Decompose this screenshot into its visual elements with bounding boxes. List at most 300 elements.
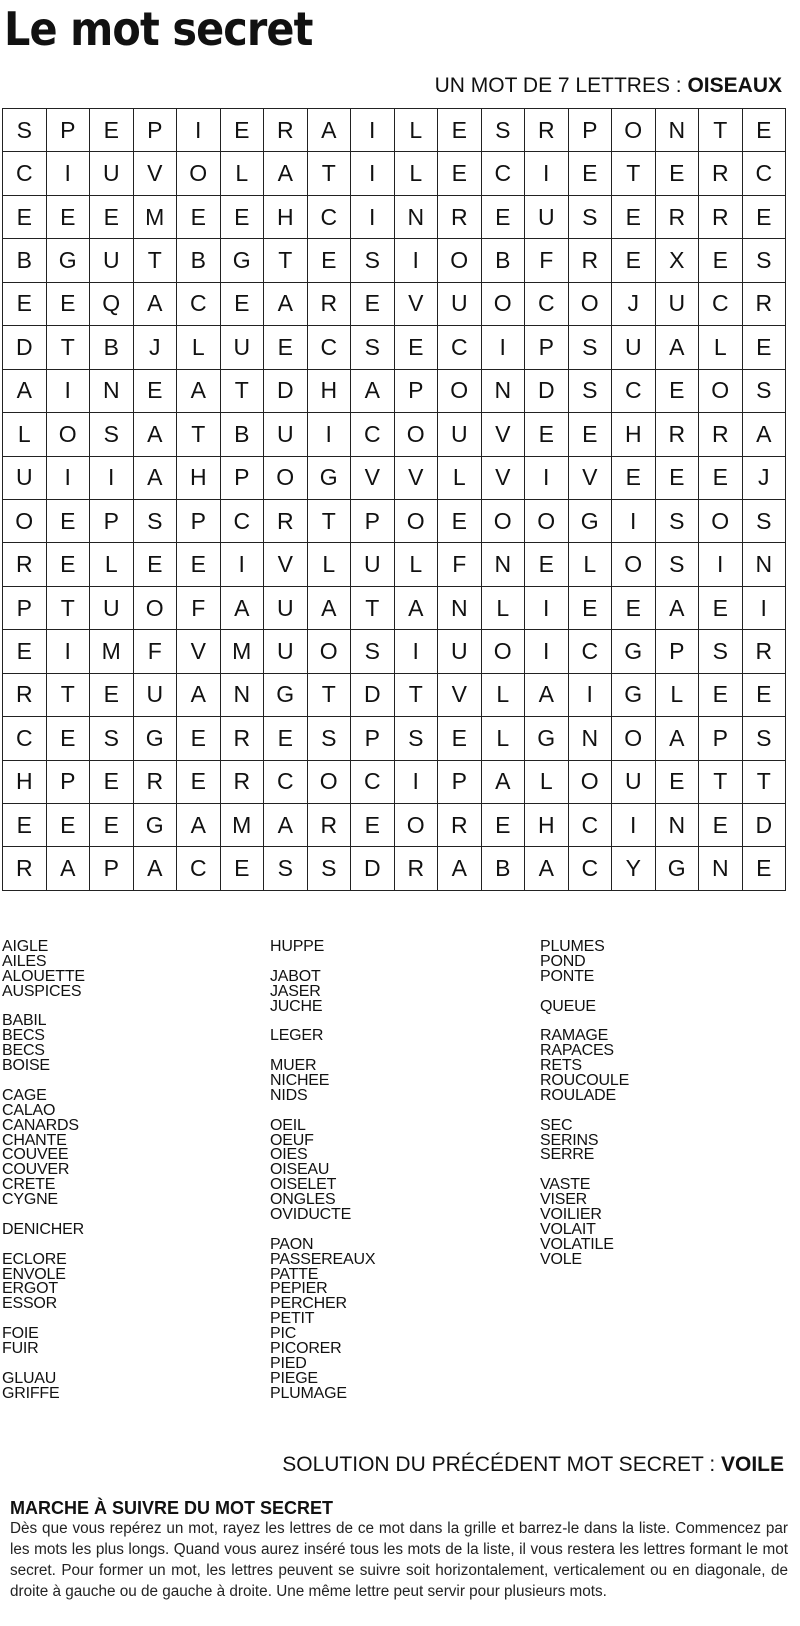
grid-cell: I: [525, 457, 569, 500]
grid-cell: I: [612, 500, 656, 543]
grid-cell: T: [699, 109, 743, 152]
subtitle-theme: OISEAUX: [687, 74, 782, 97]
word-list-item: OISEAU: [270, 1161, 330, 1179]
grid-cell: S: [395, 717, 439, 760]
grid-cell: R: [569, 239, 613, 282]
grid-cell: E: [525, 413, 569, 456]
grid-cell: I: [612, 804, 656, 847]
word-list-item: OVIDUCTE: [270, 1206, 352, 1224]
grid-cell: O: [482, 500, 526, 543]
grid-cell: S: [656, 543, 700, 586]
grid-cell: E: [47, 500, 91, 543]
word-list-item: ENVOLE: [2, 1265, 66, 1283]
grid-cell: H: [525, 804, 569, 847]
grid-cell: A: [264, 804, 308, 847]
grid-cell: R: [699, 196, 743, 239]
grid-cell: I: [699, 543, 743, 586]
grid-cell: T: [308, 152, 352, 195]
grid-cell: H: [177, 457, 221, 500]
grid-cell: E: [699, 457, 743, 500]
grid-cell: O: [395, 804, 439, 847]
grid-cell: T: [47, 674, 91, 717]
word-list-item: JASER: [270, 982, 321, 1000]
grid-cell: C: [438, 326, 482, 369]
grid-cell: V: [482, 457, 526, 500]
grid-cell: T: [47, 326, 91, 369]
word-list-column-2: [270, 940, 375, 1402]
grid-cell: I: [308, 413, 352, 456]
grid-cell: P: [90, 500, 134, 543]
grid-cell: U: [90, 239, 134, 282]
grid-cell: A: [134, 283, 178, 326]
grid-cell: E: [699, 804, 743, 847]
grid-cell: C: [177, 283, 221, 326]
grid-cell: R: [264, 109, 308, 152]
grid-cell: E: [743, 847, 787, 890]
word-list-column-3: [540, 940, 629, 1268]
grid-cell: E: [90, 761, 134, 804]
word-list-item: VOLAIT: [540, 1220, 596, 1238]
grid-cell: I: [221, 543, 265, 586]
grid-cell: G: [656, 847, 700, 890]
word-list-item: PATTE: [270, 1265, 319, 1283]
grid-cell: V: [395, 457, 439, 500]
word-list-item: PICORER: [270, 1340, 342, 1358]
grid-cell: X: [656, 239, 700, 282]
grid-cell: P: [395, 370, 439, 413]
grid-cell: E: [221, 283, 265, 326]
word-list-item: CAGE: [2, 1086, 47, 1104]
grid-cell: P: [351, 500, 395, 543]
grid-cell: E: [3, 283, 47, 326]
word-list-item: COUVER: [2, 1161, 70, 1179]
grid-cell: C: [569, 847, 613, 890]
word-list-item: PEPIER: [270, 1280, 328, 1298]
grid-cell: S: [743, 717, 787, 760]
grid-cell: O: [569, 761, 613, 804]
grid-cell: E: [90, 196, 134, 239]
word-list-item: ECLORE: [2, 1250, 67, 1268]
grid-cell: E: [3, 804, 47, 847]
grid-cell: E: [177, 543, 221, 586]
grid-cell: G: [134, 717, 178, 760]
grid-cell: A: [308, 587, 352, 630]
word-list-item: CALAO: [2, 1101, 56, 1119]
grid-cell: C: [743, 152, 787, 195]
grid-cell: L: [438, 457, 482, 500]
grid-cell: S: [569, 370, 613, 413]
grid-cell: R: [264, 500, 308, 543]
grid-cell: A: [47, 847, 91, 890]
grid-cell: A: [438, 847, 482, 890]
letter-grid: [2, 108, 786, 891]
grid-cell: S: [264, 847, 308, 890]
grid-cell: N: [656, 804, 700, 847]
grid-cell: E: [264, 326, 308, 369]
grid-cell: U: [656, 283, 700, 326]
grid-cell: U: [351, 543, 395, 586]
grid-cell: N: [569, 717, 613, 760]
grid-cell: U: [90, 587, 134, 630]
previous-solution: [282, 1451, 784, 1479]
word-list-item: POND: [540, 952, 586, 970]
grid-cell: I: [351, 152, 395, 195]
grid-cell: C: [3, 152, 47, 195]
grid-cell: E: [47, 283, 91, 326]
grid-cell: R: [395, 847, 439, 890]
grid-cell: E: [569, 413, 613, 456]
grid-cell: E: [177, 717, 221, 760]
word-list-item: RETS: [540, 1057, 582, 1075]
grid-cell: R: [699, 152, 743, 195]
grid-cell: I: [47, 152, 91, 195]
grid-cell: M: [90, 630, 134, 673]
grid-cell: H: [308, 370, 352, 413]
grid-cell: O: [264, 457, 308, 500]
word-list-item: NIDS: [270, 1086, 308, 1104]
grid-cell: S: [569, 326, 613, 369]
word-list-item: COUVEE: [2, 1146, 69, 1164]
word-list-item: ESSOR: [2, 1295, 58, 1313]
grid-cell: G: [134, 804, 178, 847]
grid-cell: S: [308, 847, 352, 890]
grid-cell: A: [177, 370, 221, 413]
grid-cell: V: [264, 543, 308, 586]
grid-cell: E: [438, 717, 482, 760]
grid-cell: G: [308, 457, 352, 500]
grid-cell: E: [656, 370, 700, 413]
grid-cell: S: [351, 239, 395, 282]
grid-cell: R: [743, 283, 787, 326]
grid-cell: P: [569, 109, 613, 152]
grid-cell: U: [438, 283, 482, 326]
word-list-item: PONTE: [540, 967, 595, 985]
grid-cell: S: [3, 109, 47, 152]
grid-cell: C: [308, 326, 352, 369]
grid-cell: I: [177, 109, 221, 152]
grid-cell: V: [351, 457, 395, 500]
grid-cell: C: [308, 196, 352, 239]
grid-cell: R: [134, 761, 178, 804]
word-list-item: OISELET: [270, 1176, 337, 1194]
word-list-item: AIGLE: [2, 938, 49, 955]
grid-cell: P: [177, 500, 221, 543]
grid-cell: S: [743, 370, 787, 413]
word-list-item: PASSEREAUX: [270, 1250, 376, 1268]
grid-cell: J: [743, 457, 787, 500]
grid-cell: D: [351, 674, 395, 717]
grid-cell: L: [525, 761, 569, 804]
grid-cell: Y: [612, 847, 656, 890]
word-list-item: ONGLES: [270, 1191, 336, 1209]
grid-cell: O: [3, 500, 47, 543]
grid-cell: A: [134, 847, 178, 890]
grid-cell: R: [308, 283, 352, 326]
rules-title: MARCHE À SUIVRE DU MOT SECRET: [10, 1498, 334, 1518]
word-list-item: PLUMES: [540, 938, 605, 955]
word-list-item: CHANTE: [2, 1131, 67, 1149]
word-list-item: SERRE: [540, 1146, 595, 1164]
grid-cell: T: [699, 761, 743, 804]
grid-cell: O: [438, 370, 482, 413]
word-list-item: CANARDS: [2, 1116, 79, 1134]
grid-cell: R: [699, 413, 743, 456]
grid-cell: O: [395, 500, 439, 543]
word-list-item: QUEUE: [540, 997, 596, 1015]
grid-cell: B: [177, 239, 221, 282]
grid-cell: P: [90, 847, 134, 890]
word-list-item: VISER: [540, 1191, 588, 1209]
grid-cell: I: [47, 457, 91, 500]
grid-cell: E: [525, 543, 569, 586]
grid-cell: L: [221, 152, 265, 195]
grid-cell: A: [177, 674, 221, 717]
grid-cell: E: [438, 500, 482, 543]
grid-cell: T: [308, 500, 352, 543]
grid-cell: E: [351, 804, 395, 847]
grid-cell: U: [264, 587, 308, 630]
word-list-item: RAMAGE: [540, 1027, 609, 1045]
puzzle-subtitle: [435, 72, 782, 100]
grid-cell: B: [90, 326, 134, 369]
grid-cell: O: [438, 239, 482, 282]
grid-cell: I: [90, 457, 134, 500]
word-list-item: SEC: [540, 1116, 573, 1134]
word-list-item: BECS: [2, 1042, 45, 1060]
grid-cell: R: [308, 804, 352, 847]
grid-cell: O: [308, 761, 352, 804]
grid-cell: A: [351, 370, 395, 413]
grid-cell: T: [308, 674, 352, 717]
grid-cell: C: [264, 761, 308, 804]
grid-cell: L: [482, 674, 526, 717]
grid-cell: I: [482, 326, 526, 369]
grid-cell: E: [699, 674, 743, 717]
grid-cell: E: [699, 587, 743, 630]
grid-cell: O: [395, 413, 439, 456]
grid-cell: U: [90, 152, 134, 195]
grid-cell: H: [264, 196, 308, 239]
grid-cell: S: [569, 196, 613, 239]
grid-cell: A: [395, 587, 439, 630]
grid-cell: A: [482, 761, 526, 804]
grid-cell: A: [525, 847, 569, 890]
grid-cell: U: [612, 761, 656, 804]
word-list-item: RAPACES: [540, 1042, 614, 1060]
grid-cell: S: [90, 413, 134, 456]
word-list-item: CYGNE: [2, 1191, 58, 1209]
word-list-item: NICHEE: [270, 1072, 330, 1090]
grid-cell: P: [221, 457, 265, 500]
word-list-item: SERINS: [540, 1131, 599, 1149]
grid-cell: O: [482, 630, 526, 673]
word-list-item: LEGER: [270, 1027, 324, 1045]
word-list-item: ERGOT: [2, 1280, 58, 1298]
word-list-item: CRETE: [2, 1176, 56, 1194]
grid-cell: V: [177, 630, 221, 673]
grid-cell: E: [47, 196, 91, 239]
grid-cell: G: [264, 674, 308, 717]
grid-cell: R: [656, 196, 700, 239]
grid-cell: A: [177, 804, 221, 847]
grid-cell: E: [47, 804, 91, 847]
grid-cell: U: [612, 326, 656, 369]
grid-cell: T: [612, 152, 656, 195]
grid-cell: O: [612, 717, 656, 760]
grid-cell: E: [482, 196, 526, 239]
grid-cell: O: [177, 152, 221, 195]
grid-cell: C: [351, 761, 395, 804]
word-list-item: PIC: [270, 1325, 297, 1343]
grid-cell: O: [482, 283, 526, 326]
word-list-item: GLUAU: [2, 1369, 57, 1387]
grid-cell: A: [264, 283, 308, 326]
grid-cell: Q: [90, 283, 134, 326]
word-list-item: PLUMAGE: [270, 1384, 347, 1402]
word-list-item: OIES: [270, 1146, 308, 1164]
grid-cell: F: [438, 543, 482, 586]
grid-cell: E: [177, 196, 221, 239]
grid-cell: I: [47, 630, 91, 673]
rules-text: Dès que vous repérez un mot, rayez les lettres de ce mot dans la grille et barrez-le dans la liste. Commencez par les mots les plus longs. Quand vous aurez inséré tous les mots de la liste, il vous restera les lettres formant le mot secret. Pour former un mot, les lettres peuvent se suivre soit horizontalement, verticalement ou en diagonale, de droite à gauche ou de gauche à droite. Une même lettre peut servir pour plusieurs mots.: [10, 1520, 788, 1600]
grid-cell: P: [699, 717, 743, 760]
grid-cell: O: [699, 370, 743, 413]
word-list-item: HUPPE: [270, 938, 325, 955]
grid-cell: C: [351, 413, 395, 456]
grid-cell: E: [47, 717, 91, 760]
grid-cell: E: [308, 239, 352, 282]
grid-cell: E: [612, 457, 656, 500]
grid-cell: D: [525, 370, 569, 413]
grid-cell: A: [264, 152, 308, 195]
grid-cell: P: [525, 326, 569, 369]
word-list-item: BOISE: [2, 1057, 50, 1075]
grid-cell: A: [3, 370, 47, 413]
grid-cell: E: [221, 109, 265, 152]
grid-cell: A: [134, 413, 178, 456]
grid-cell: T: [134, 239, 178, 282]
grid-cell: E: [482, 804, 526, 847]
grid-cell: R: [221, 717, 265, 760]
grid-cell: D: [3, 326, 47, 369]
word-list-item: GRIFFE: [2, 1384, 60, 1402]
grid-cell: V: [482, 413, 526, 456]
word-list-item: BECS: [2, 1027, 45, 1045]
grid-cell: S: [656, 500, 700, 543]
grid-cell: C: [612, 370, 656, 413]
grid-cell: E: [438, 152, 482, 195]
word-list-item: OEIL: [270, 1116, 306, 1134]
word-list-item: ALOUETTE: [2, 967, 85, 985]
grid-cell: E: [656, 152, 700, 195]
grid-cell: S: [351, 326, 395, 369]
grid-cell: T: [264, 239, 308, 282]
grid-cell: L: [308, 543, 352, 586]
grid-cell: G: [569, 500, 613, 543]
grid-cell: C: [482, 152, 526, 195]
grid-cell: E: [90, 674, 134, 717]
grid-cell: E: [612, 239, 656, 282]
grid-cell: R: [525, 109, 569, 152]
grid-cell: D: [264, 370, 308, 413]
solution-prefix: SOLUTION DU PRÉCÉDENT MOT SECRET :: [282, 1453, 721, 1476]
grid-cell: A: [743, 413, 787, 456]
grid-cell: M: [221, 630, 265, 673]
grid-cell: R: [438, 196, 482, 239]
grid-cell: V: [395, 283, 439, 326]
grid-cell: L: [90, 543, 134, 586]
word-list-item: DENICHER: [2, 1220, 84, 1238]
word-list-item: JABOT: [270, 967, 321, 985]
grid-cell: U: [3, 457, 47, 500]
grid-cell: U: [525, 196, 569, 239]
grid-cell: S: [134, 500, 178, 543]
grid-cell: E: [264, 717, 308, 760]
grid-cell: B: [482, 847, 526, 890]
grid-cell: E: [90, 804, 134, 847]
grid-cell: N: [90, 370, 134, 413]
grid-cell: E: [177, 761, 221, 804]
grid-cell: C: [221, 500, 265, 543]
grid-cell: D: [351, 847, 395, 890]
grid-cell: O: [47, 413, 91, 456]
grid-cell: U: [438, 630, 482, 673]
grid-cell: M: [134, 196, 178, 239]
grid-cell: O: [134, 587, 178, 630]
word-list-item: VOLATILE: [540, 1235, 614, 1253]
word-list-item: PIED: [270, 1354, 307, 1372]
grid-cell: R: [3, 543, 47, 586]
word-list-item: PAON: [270, 1235, 314, 1253]
word-list-item: VOILIER: [540, 1206, 602, 1224]
grid-cell: G: [612, 630, 656, 673]
grid-cell: A: [656, 326, 700, 369]
grid-cell: B: [482, 239, 526, 282]
grid-cell: O: [699, 500, 743, 543]
grid-cell: N: [438, 587, 482, 630]
grid-cell: I: [395, 630, 439, 673]
word-list-item: PETIT: [270, 1310, 315, 1328]
grid-cell: I: [351, 196, 395, 239]
grid-cell: U: [264, 413, 308, 456]
grid-cell: R: [743, 630, 787, 673]
grid-cell: P: [47, 109, 91, 152]
grid-cell: U: [438, 413, 482, 456]
grid-cell: P: [438, 761, 482, 804]
grid-cell: M: [221, 804, 265, 847]
grid-cell: S: [351, 630, 395, 673]
grid-cell: L: [395, 109, 439, 152]
grid-cell: O: [612, 109, 656, 152]
grid-cell: G: [47, 239, 91, 282]
grid-cell: G: [612, 674, 656, 717]
grid-cell: P: [351, 717, 395, 760]
grid-cell: R: [656, 413, 700, 456]
grid-cell: N: [395, 196, 439, 239]
grid-cell: P: [134, 109, 178, 152]
grid-cell: L: [177, 326, 221, 369]
grid-cell: L: [395, 543, 439, 586]
grid-cell: R: [221, 761, 265, 804]
grid-cell: N: [699, 847, 743, 890]
grid-cell: D: [743, 804, 787, 847]
grid-cell: E: [47, 543, 91, 586]
grid-cell: B: [3, 239, 47, 282]
solution-answer: VOILE: [720, 1453, 784, 1476]
grid-cell: A: [656, 587, 700, 630]
word-list-item: FOIE: [2, 1325, 39, 1343]
word-list-item: FUIR: [2, 1340, 39, 1358]
